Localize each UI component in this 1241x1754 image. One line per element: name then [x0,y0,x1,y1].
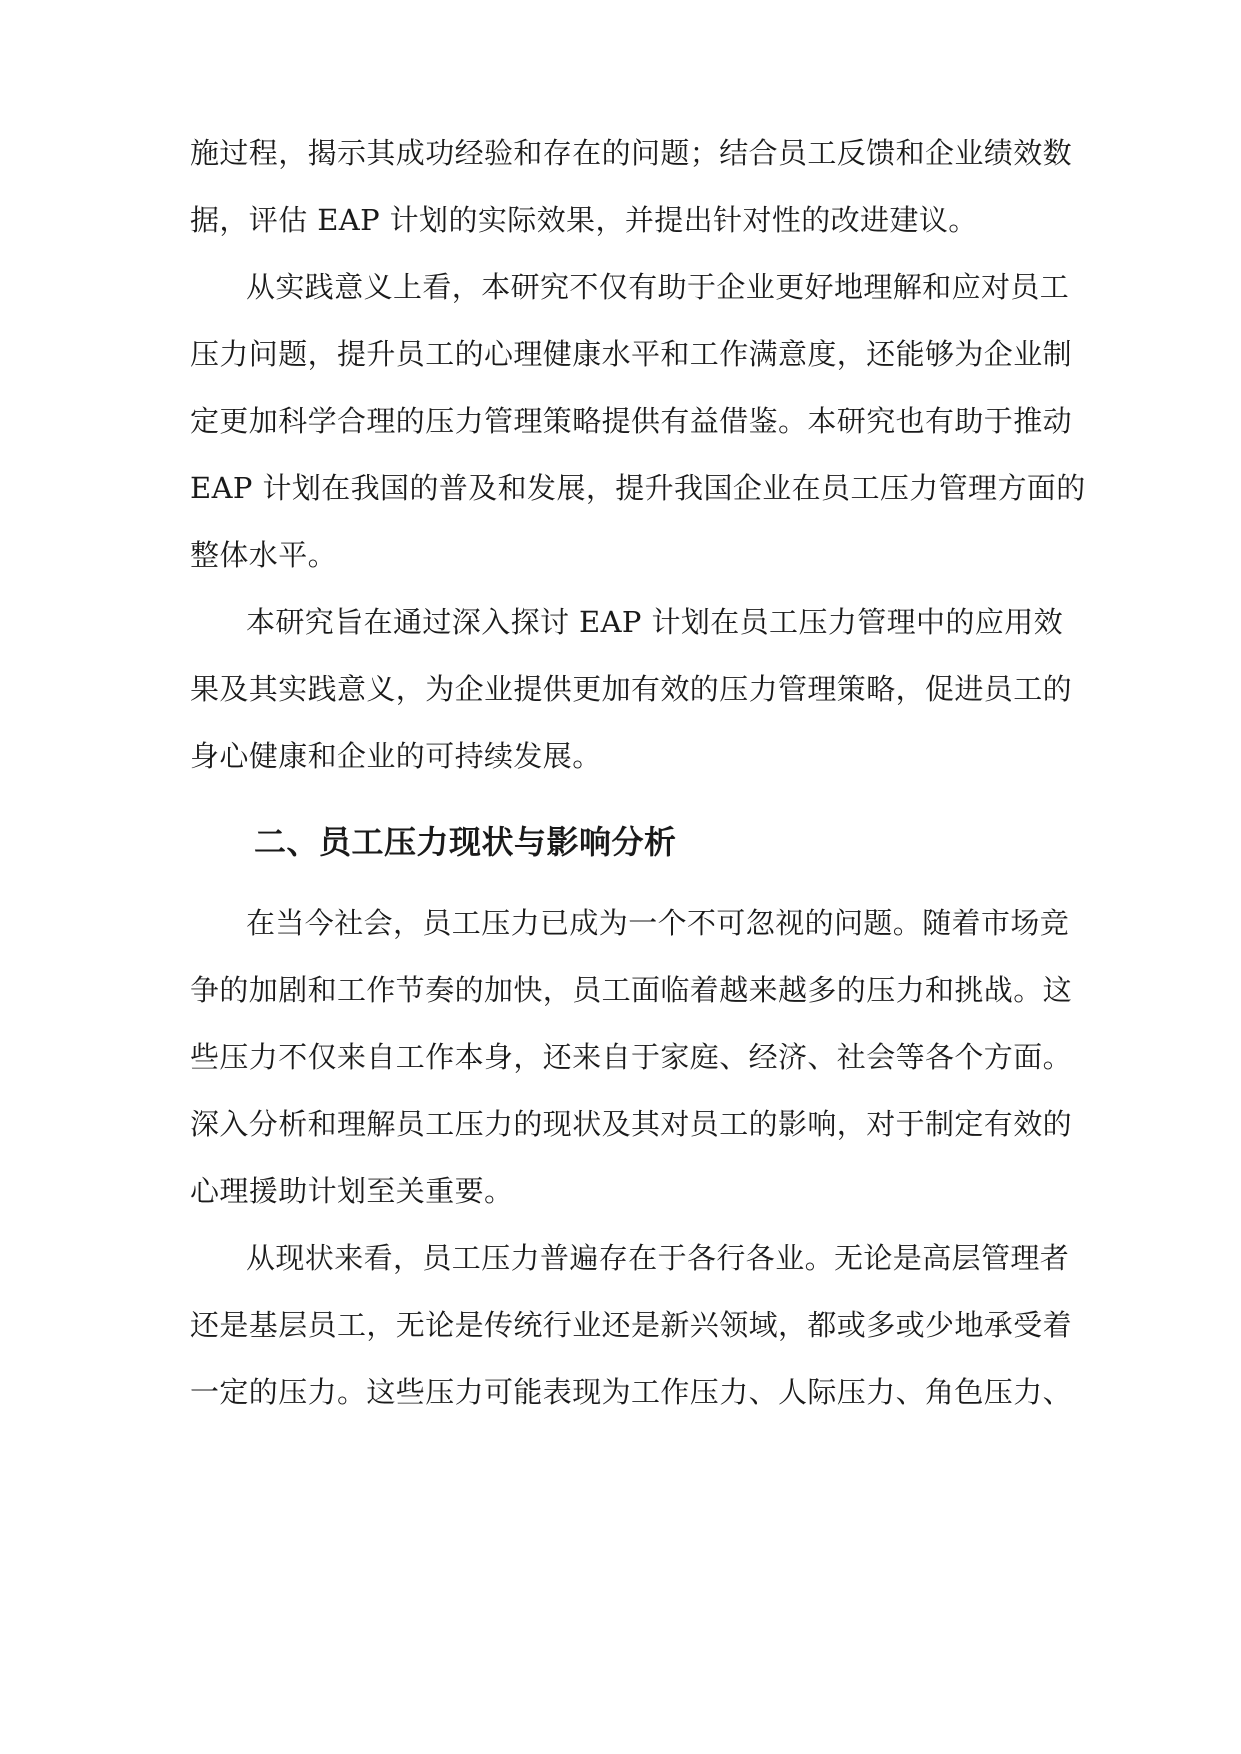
paragraph-2-line-3: 定更加科学合理的压力管理策略提供有益借鉴。本研究也有助于推动 [190,404,1073,438]
paragraph-3-line-2: 果及其实践意义，为企业提供更加有效的压力管理策略，促进员工的 [190,672,1073,706]
section-paragraph-1-line-5: 心理援助计划至关重要。 [190,1174,514,1208]
section-paragraph-1-line-2: 争的加剧和工作节奏的加快，员工面临着越来越多的压力和挑战。这 [190,973,1073,1007]
section-heading: 二、员工压力现状与影响分析 [254,823,677,861]
section-paragraph-2-line-1: 从现状来看，员工压力普遍存在于各行各业。无论是高层管理者 [246,1241,1070,1275]
paragraph-3-line-1: 本研究旨在通过深入探讨 EAP 计划在员工压力管理中的应用效 [246,605,1064,639]
paragraph-3-line-3: 身心健康和企业的可持续发展。 [190,739,602,773]
section-paragraph-1-line-4: 深入分析和理解员工压力的现状及其对员工的影响，对于制定有效的 [190,1107,1073,1141]
paragraph-2-line-1: 从实践意义上看，本研究不仅有助于企业更好地理解和应对员工 [246,270,1070,304]
section-paragraph-2-line-3: 一定的压力。这些压力可能表现为工作压力、人际压力、角色压力、 [190,1375,1073,1409]
section-paragraph-1-line-1: 在当今社会，员工压力已成为一个不可忽视的问题。随着市场竞 [246,906,1070,940]
section-paragraph-1-line-3: 些压力不仅来自工作本身，还来自于家庭、经济、社会等各个方面。 [190,1040,1073,1074]
paragraph-2-line-5: 整体水平。 [190,538,338,572]
paragraph-2-line-4: EAP 计划在我国的普及和发展，提升我国企业在员工压力管理方面的 [190,471,1086,505]
section-paragraph-2-line-2: 还是基层员工，无论是传统行业还是新兴领域，都或多或少地承受着 [190,1308,1073,1342]
paragraph-1-line-2: 据，评估 EAP 计划的实际效果，并提出针对性的改进建议。 [190,203,978,237]
paragraph-2-line-2: 压力问题，提升员工的心理健康水平和工作满意度，还能够为企业制 [190,337,1073,371]
paragraph-1-line-1: 施过程，揭示其成功经验和存在的问题；结合员工反馈和企业绩效数 [190,136,1073,170]
